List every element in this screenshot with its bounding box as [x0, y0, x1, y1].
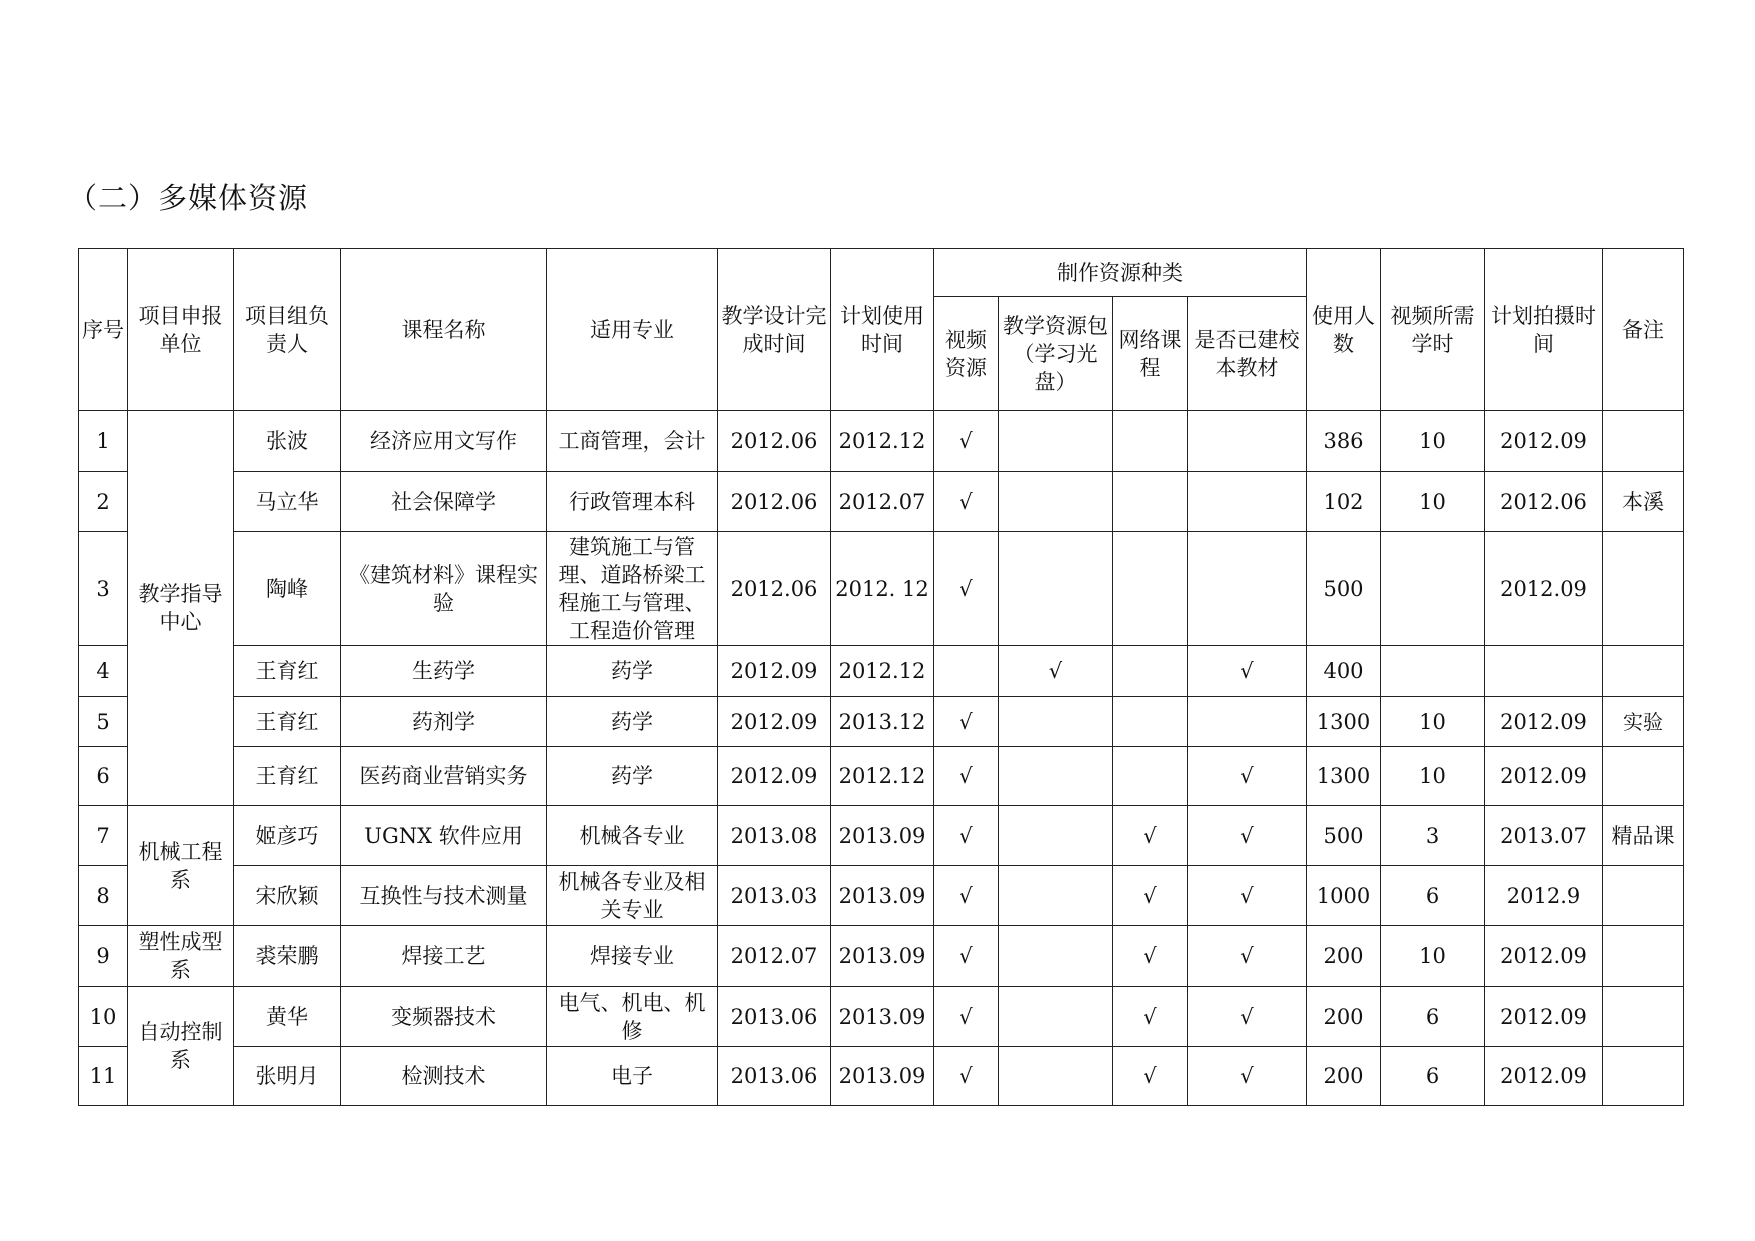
cell-package [999, 987, 1113, 1047]
cell-textbook: √ [1188, 926, 1307, 987]
cell-leader: 黄华 [234, 987, 341, 1047]
cell-design: 2012.09 [718, 747, 831, 806]
cell-seq: 2 [79, 472, 128, 532]
cell-course: 《建筑材料》课程实验 [341, 532, 547, 646]
cell-shoot: 2012.09 [1485, 926, 1603, 987]
multimedia-resource-table [78, 248, 1684, 1106]
cell-leader: 王育红 [234, 646, 341, 697]
cell-textbook: √ [1188, 1047, 1307, 1106]
header-textbook: 是否已建校本教材 [1188, 297, 1307, 411]
cell-shoot: 2012.09 [1485, 411, 1603, 472]
header-resource-types: 制作资源种类 [934, 249, 1307, 297]
cell-users: 1300 [1307, 747, 1381, 806]
table-row [79, 472, 1684, 532]
cell-package [999, 532, 1113, 646]
cell-design: 2012.09 [718, 697, 831, 747]
cell-video: √ [934, 926, 999, 987]
cell-seq: 9 [79, 926, 128, 987]
table-row [79, 987, 1684, 1047]
cell-seq: 4 [79, 646, 128, 697]
cell-hours: 10 [1381, 411, 1485, 472]
cell-major: 电气、机电、机修 [547, 987, 718, 1047]
header-row-1 [79, 249, 1684, 297]
cell-textbook [1188, 697, 1307, 747]
cell-design: 2013.06 [718, 1047, 831, 1106]
cell-plan: 2012.12 [831, 646, 934, 697]
header-leader: 项目组负责人 [234, 249, 341, 411]
cell-package [999, 411, 1113, 472]
cell-package: √ [999, 646, 1113, 697]
cell-plan: 2013.09 [831, 866, 934, 926]
cell-unit: 机械工程系 [128, 806, 234, 926]
cell-leader: 裘荣鹏 [234, 926, 341, 987]
cell-seq: 7 [79, 806, 128, 866]
cell-hours: 6 [1381, 1047, 1485, 1106]
cell-note [1603, 866, 1684, 926]
cell-major: 机械各专业 [547, 806, 718, 866]
cell-textbook [1188, 411, 1307, 472]
cell-users: 102 [1307, 472, 1381, 532]
cell-package [999, 1047, 1113, 1106]
cell-major: 机械各专业及相关专业 [547, 866, 718, 926]
header-major: 适用专业 [547, 249, 718, 411]
cell-design: 2013.08 [718, 806, 831, 866]
cell-online: √ [1113, 1047, 1188, 1106]
section-heading: （二）多媒体资源 [68, 181, 309, 215]
cell-note: 实验 [1603, 697, 1684, 747]
cell-online [1113, 747, 1188, 806]
cell-video: √ [934, 806, 999, 866]
cell-major: 建筑施工与管理、道路桥梁工程施工与管理、工程造价管理 [547, 532, 718, 646]
cell-plan: 2013.09 [831, 1047, 934, 1106]
cell-major: 电子 [547, 1047, 718, 1106]
cell-hours [1381, 532, 1485, 646]
cell-shoot: 2012.09 [1485, 747, 1603, 806]
cell-course: UGNX 软件应用 [341, 806, 547, 866]
cell-design: 2012.09 [718, 646, 831, 697]
cell-plan: 2012.12 [831, 747, 934, 806]
cell-course: 医药商业营销实务 [341, 747, 547, 806]
cell-video: √ [934, 1047, 999, 1106]
cell-major: 焊接专业 [547, 926, 718, 987]
cell-course: 药剂学 [341, 697, 547, 747]
cell-hours: 6 [1381, 987, 1485, 1047]
cell-plan: 2013.09 [831, 806, 934, 866]
cell-video: √ [934, 866, 999, 926]
cell-course: 互换性与技术测量 [341, 866, 547, 926]
header-hours: 视频所需学时 [1381, 249, 1485, 411]
cell-plan: 2013.09 [831, 926, 934, 987]
cell-design: 2012.07 [718, 926, 831, 987]
cell-note [1603, 987, 1684, 1047]
cell-package [999, 926, 1113, 987]
header-shoot-time: 计划拍摄时间 [1485, 249, 1603, 411]
cell-textbook [1188, 472, 1307, 532]
cell-note [1603, 747, 1684, 806]
cell-hours: 10 [1381, 697, 1485, 747]
cell-online [1113, 472, 1188, 532]
cell-course: 生药学 [341, 646, 547, 697]
table-row [79, 866, 1684, 926]
cell-users: 500 [1307, 806, 1381, 866]
cell-video: √ [934, 472, 999, 532]
cell-shoot: 2012.9 [1485, 866, 1603, 926]
cell-online: √ [1113, 866, 1188, 926]
cell-seq: 10 [79, 987, 128, 1047]
cell-course: 变频器技术 [341, 987, 547, 1047]
cell-design: 2012.06 [718, 411, 831, 472]
cell-leader: 马立华 [234, 472, 341, 532]
cell-shoot: 2012.09 [1485, 697, 1603, 747]
table-row [79, 532, 1684, 646]
cell-design: 2013.03 [718, 866, 831, 926]
cell-seq: 3 [79, 532, 128, 646]
header-plan-time: 计划使用时间 [831, 249, 934, 411]
header-users: 使用人数 [1307, 249, 1381, 411]
cell-video: √ [934, 987, 999, 1047]
header-seq: 序号 [79, 249, 128, 411]
cell-package [999, 697, 1113, 747]
cell-design: 2012.06 [718, 472, 831, 532]
cell-course: 经济应用文写作 [341, 411, 547, 472]
cell-leader: 姬彦巧 [234, 806, 341, 866]
cell-note [1603, 1047, 1684, 1106]
cell-users: 400 [1307, 646, 1381, 697]
cell-shoot: 2012.06 [1485, 472, 1603, 532]
cell-package [999, 472, 1113, 532]
cell-unit: 塑性成型系 [128, 926, 234, 987]
cell-video: √ [934, 411, 999, 472]
header-course: 课程名称 [341, 249, 547, 411]
cell-note [1603, 646, 1684, 697]
cell-note [1603, 532, 1684, 646]
cell-hours: 6 [1381, 866, 1485, 926]
header-package: 教学资源包（学习光盘） [999, 297, 1113, 411]
cell-package [999, 866, 1113, 926]
cell-leader: 陶峰 [234, 532, 341, 646]
cell-users: 200 [1307, 987, 1381, 1047]
cell-online [1113, 697, 1188, 747]
cell-textbook: √ [1188, 747, 1307, 806]
cell-shoot [1485, 646, 1603, 697]
cell-shoot: 2012.09 [1485, 1047, 1603, 1106]
table-row [79, 697, 1684, 747]
cell-leader: 张明月 [234, 1047, 341, 1106]
cell-unit: 自动控制系 [128, 987, 234, 1106]
cell-plan: 2013.12 [831, 697, 934, 747]
cell-shoot: 2012.09 [1485, 987, 1603, 1047]
table-row [79, 1047, 1684, 1106]
table-row [79, 926, 1684, 987]
cell-plan: 2013.09 [831, 987, 934, 1047]
cell-note [1603, 411, 1684, 472]
cell-major: 药学 [547, 747, 718, 806]
cell-users: 200 [1307, 1047, 1381, 1106]
cell-seq: 11 [79, 1047, 128, 1106]
cell-note [1603, 926, 1684, 987]
cell-design: 2013.06 [718, 987, 831, 1047]
cell-seq: 6 [79, 747, 128, 806]
cell-major: 药学 [547, 697, 718, 747]
cell-package [999, 747, 1113, 806]
cell-textbook: √ [1188, 646, 1307, 697]
cell-online [1113, 532, 1188, 646]
cell-online [1113, 646, 1188, 697]
cell-hours: 10 [1381, 747, 1485, 806]
cell-seq: 8 [79, 866, 128, 926]
cell-online: √ [1113, 926, 1188, 987]
cell-hours: 3 [1381, 806, 1485, 866]
cell-course: 焊接工艺 [341, 926, 547, 987]
cell-online [1113, 411, 1188, 472]
cell-users: 1300 [1307, 697, 1381, 747]
table-row [79, 411, 1684, 472]
cell-design: 2012.06 [718, 532, 831, 646]
cell-shoot: 2013.07 [1485, 806, 1603, 866]
cell-users: 1000 [1307, 866, 1381, 926]
cell-textbook: √ [1188, 987, 1307, 1047]
cell-video: √ [934, 747, 999, 806]
cell-textbook [1188, 532, 1307, 646]
table-row [79, 646, 1684, 697]
cell-unit: 教学指导中心 [128, 411, 234, 806]
table-row [79, 747, 1684, 806]
cell-users: 500 [1307, 532, 1381, 646]
cell-major: 工商管理，会计 [547, 411, 718, 472]
cell-textbook: √ [1188, 806, 1307, 866]
cell-online: √ [1113, 987, 1188, 1047]
cell-package [999, 806, 1113, 866]
header-unit: 项目申报单位 [128, 249, 234, 411]
cell-seq: 1 [79, 411, 128, 472]
header-online: 网络课程 [1113, 297, 1188, 411]
cell-video: √ [934, 697, 999, 747]
cell-online: √ [1113, 806, 1188, 866]
header-note: 备注 [1603, 249, 1684, 411]
cell-users: 386 [1307, 411, 1381, 472]
cell-leader: 王育红 [234, 697, 341, 747]
cell-plan: 2012. 12 [831, 532, 934, 646]
cell-leader: 王育红 [234, 747, 341, 806]
cell-users: 200 [1307, 926, 1381, 987]
cell-major: 行政管理本科 [547, 472, 718, 532]
cell-major: 药学 [547, 646, 718, 697]
cell-note: 精品课 [1603, 806, 1684, 866]
cell-plan: 2012.12 [831, 411, 934, 472]
header-video: 视频资源 [934, 297, 999, 411]
header-design-time: 教学设计完成时间 [718, 249, 831, 411]
cell-note: 本溪 [1603, 472, 1684, 532]
cell-leader: 宋欣颖 [234, 866, 341, 926]
cell-shoot: 2012.09 [1485, 532, 1603, 646]
cell-course: 检测技术 [341, 1047, 547, 1106]
cell-hours [1381, 646, 1485, 697]
cell-plan: 2012.07 [831, 472, 934, 532]
cell-leader: 张波 [234, 411, 341, 472]
cell-seq: 5 [79, 697, 128, 747]
cell-textbook: √ [1188, 866, 1307, 926]
cell-video: √ [934, 532, 999, 646]
cell-hours: 10 [1381, 472, 1485, 532]
table-row [79, 806, 1684, 866]
cell-video [934, 646, 999, 697]
cell-course: 社会保障学 [341, 472, 547, 532]
cell-hours: 10 [1381, 926, 1485, 987]
